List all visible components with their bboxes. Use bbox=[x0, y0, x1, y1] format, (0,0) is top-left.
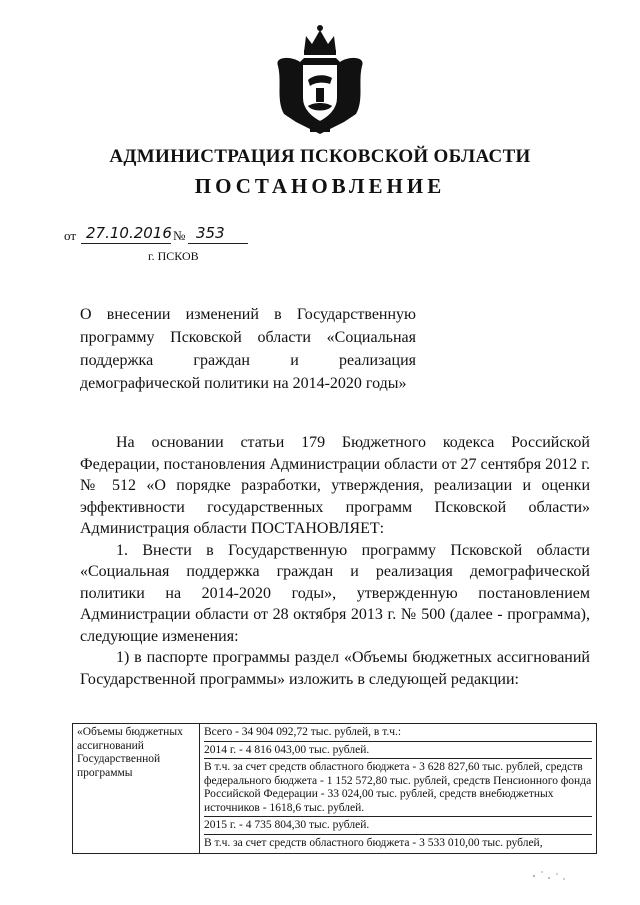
table-value-line: В т.ч. за счет средств областного бюджета - 3 628 827,60 тыс. рублей, средств федерального бюджета - 1 152 572,80 тыс. рублей, средств Пенсионного фонда Российской Федерации - 33 024,00 тыс. рублей, средств внебюджетных источников - 1618,6 тыс. рублей. bbox=[204, 761, 592, 817]
item-1-paragraph: 1. Внести в Государственную программу Псковской области «Социальная поддержка граждан и реализация демографической политики на 2014-2020 годы», утвержденную постановлением Администрации области от 28 октября 2013 г. № 500 (далее - программа), следующие изменения: bbox=[80, 541, 590, 645]
table-value-line: В т.ч. за счет средств областного бюджета - 3 533 010,00 тыс. рублей, bbox=[204, 836, 543, 849]
date-number-line bbox=[64, 226, 264, 248]
table-value-line: 2014 г. - 4 816 043,00 тыс. рублей. bbox=[204, 744, 592, 760]
city-label: г. ПСКОВ bbox=[148, 249, 199, 263]
table-values-cell bbox=[200, 724, 597, 854]
document-subject: О внесении изменений в Государственную программу Псковской области «Социальная поддержка граждан и реализация демографической политики на 2014-2020 годы» bbox=[80, 306, 416, 392]
subitem-1-paragraph: 1) в паспорте программы раздел «Объемы бюджетных ассигнований Государственной программы» изложить в следующей редакции: bbox=[80, 649, 590, 688]
date-prefix: от bbox=[64, 228, 77, 243]
number-prefix: № bbox=[173, 228, 186, 243]
scan-specks bbox=[530, 868, 570, 882]
document-body bbox=[80, 432, 590, 690]
table-value-line: Всего - 34 904 092,72 тыс. рублей, в т.ч.: bbox=[204, 726, 592, 742]
coat-of-arms-emblem bbox=[270, 22, 370, 140]
table-value-line: 2015 г. - 4 735 804,30 тыс. рублей. bbox=[204, 819, 592, 835]
document-type-title: ПОСТАНОВЛЕНИЕ bbox=[194, 174, 446, 198]
table-label-cell: «Объемы бюджетных ассигнований Государственной программы bbox=[73, 724, 200, 854]
preamble-paragraph: На основании статьи 179 Бюджетного кодекса Российской Федерации, постановления Администрации области от 27 сентября 2012 г. № 512 «О порядке разработки, утверждения, реализации и оценки эффективности государственных программ Псковской области» Администрация области ПОСТАНОВЛЯЕТ: bbox=[80, 434, 590, 537]
handwritten-number: 353 bbox=[196, 224, 225, 242]
budget-allocations-table bbox=[72, 723, 597, 854]
handwritten-date: 27.10.2016 bbox=[86, 224, 172, 242]
organization-title: АДМИНИСТРАЦИЯ ПСКОВСКОЙ ОБЛАСТИ bbox=[109, 146, 531, 167]
table-row bbox=[73, 724, 597, 854]
